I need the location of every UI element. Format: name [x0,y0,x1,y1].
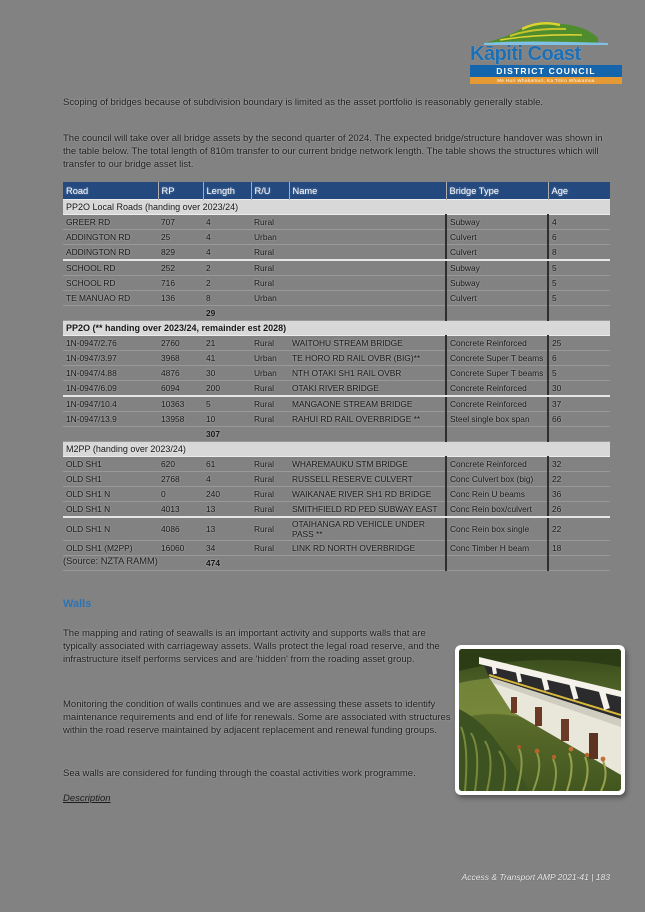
column-header-r-u: R/U [251,182,289,200]
cell-road: TE MANUAO RD [63,291,158,306]
cell-bridge-type: Conc Rein box single [446,517,548,541]
cell-length: 8 [203,291,251,306]
column-header-name: Name [289,182,446,200]
cell-age: 6 [548,351,610,366]
cell-bridge-type: Concrete Super T beams [446,366,548,381]
cell-r-u: Rural [251,412,289,427]
empty-cell [548,306,610,321]
cell-name [289,215,446,230]
cell-name: WHAREMAUKU STM BRIDGE [289,457,446,472]
logo-subtitle: DISTRICT COUNCIL [470,65,622,77]
cell-age: 8 [548,245,610,261]
section-header-row [63,442,610,457]
cell-name [289,276,446,291]
description-subheading: Description [63,793,111,804]
cell-age: 6 [548,230,610,245]
walls-paragraph-3: Sea walls are considered for funding through the coastal activities work programme. [63,767,416,779]
cell-age: 22 [548,517,610,541]
cell-age: 22 [548,472,610,487]
kapiti-island-icon [470,16,622,46]
empty-cell [548,556,610,571]
cell-road: 1N-0947/10.4 [63,396,158,412]
cell-length: 34 [203,541,251,556]
cell-name [289,260,446,276]
cell-r-u: Rural [251,487,289,502]
cell-age: 66 [548,412,610,427]
cell-age: 18 [548,541,610,556]
table-row [63,472,610,487]
empty-cell [446,306,548,321]
cell-length: 10 [203,412,251,427]
cell-length: 30 [203,366,251,381]
table-row [63,502,610,518]
cell-r-u: Rural [251,336,289,351]
cell-rp: 3968 [158,351,203,366]
section-total-length: 29 [203,306,251,321]
section-total-row [63,427,610,442]
table-row [63,541,610,556]
cell-name: SMITHFIELD RD PED SUBWAY EAST [289,502,446,518]
cell-r-u: Urban [251,291,289,306]
cell-length: 240 [203,487,251,502]
cell-bridge-type: Culvert [446,291,548,306]
cell-age: 36 [548,487,610,502]
empty-cell [251,306,289,321]
cell-road: 1N-0947/2.76 [63,336,158,351]
empty-cell [63,306,158,321]
cell-age: 26 [548,502,610,518]
bridge-table-body [63,200,610,571]
table-row [63,412,610,427]
cell-name [289,245,446,261]
cell-age: 37 [548,396,610,412]
table-source-note: (Source: NZTA RAMM) [63,556,158,566]
cell-r-u: Rural [251,215,289,230]
cell-road: 1N-0947/3.97 [63,351,158,366]
cell-length: 21 [203,336,251,351]
cell-road: ADDINGTON RD [63,230,158,245]
cell-bridge-type: Conc Rein U beams [446,487,548,502]
cell-age: 25 [548,336,610,351]
cell-road: OLD SH1 N [63,487,158,502]
cell-bridge-type: Conc Rein box/culvert [446,502,548,518]
table-row [63,245,610,261]
cell-rp: 716 [158,276,203,291]
cell-rp: 13958 [158,412,203,427]
logo-title: Kāpiti Coast [470,43,581,65]
cell-bridge-type: Concrete Reinforced [446,396,548,412]
table-header-row [63,182,610,200]
bridge-handover-table [63,182,610,571]
cell-rp: 16060 [158,541,203,556]
empty-cell [158,556,203,571]
cell-r-u: Rural [251,245,289,261]
cell-bridge-type: Concrete Reinforced [446,457,548,472]
walls-paragraph-2: Monitoring the condition of walls continues and we are assessing these assets to identify maintenance requirements and end of life for renewals. Some are associated with structures within the road reserve maintained by adjacent replacement and renewal funding groups. [63,698,451,736]
cell-rp: 6094 [158,381,203,397]
empty-cell [251,556,289,571]
section-header-row [63,321,610,336]
walls-section-heading: Walls [63,598,92,610]
seawall-photo [455,645,625,795]
table-row [63,487,610,502]
cell-road: 1N-0947/6.09 [63,381,158,397]
section-title: M2PP (handing over 2023/24) [63,442,610,457]
cell-rp: 4086 [158,517,203,541]
cell-bridge-type: Concrete Super T beams [446,351,548,366]
cell-length: 4 [203,245,251,261]
section-total-length: 307 [203,427,251,442]
cell-r-u: Rural [251,260,289,276]
cell-road: OLD SH1 N [63,517,158,541]
cell-length: 13 [203,502,251,518]
empty-cell [289,427,446,442]
section-total-row [63,306,610,321]
cell-bridge-type: Concrete Reinforced [446,381,548,397]
cell-age: 4 [548,215,610,230]
table-row [63,517,610,541]
section-title: PP2O (** handing over 2023/24, remainder est 2028) [63,321,610,336]
column-header-age: Age [548,182,610,200]
section-total-length: 474 [203,556,251,571]
cell-name [289,291,446,306]
table-row [63,457,610,472]
cell-bridge-type: Concrete Reinforced [446,336,548,351]
cell-road: OLD SH1 N [63,502,158,518]
cell-road: SCHOOL RD [63,260,158,276]
cell-name: OTAKI RIVER BRIDGE [289,381,446,397]
cell-length: 200 [203,381,251,397]
page-footer: Access & Transport AMP 2021-41 | 183 [461,872,610,882]
empty-cell [63,427,158,442]
cell-length: 13 [203,517,251,541]
cell-rp: 252 [158,260,203,276]
cell-length: 4 [203,230,251,245]
cell-road: ADDINGTON RD [63,245,158,261]
empty-cell [289,556,446,571]
table-row [63,366,610,381]
cell-name [289,230,446,245]
cell-name: TE HORO RD RAIL OVBR (BIG)** [289,351,446,366]
column-header-rp: RP [158,182,203,200]
cell-length: 5 [203,396,251,412]
intro-paragraph-2: The council will take over all bridge assets by the second quarter of 2024. The expected bridge/structure handover was shown in the table below. The total length of 810m transfer to our current bridge network length. The table shows the structures which will transfer to our bridge asset list. [63,132,603,170]
cell-r-u: Urban [251,366,289,381]
cell-road: OLD SH1 [63,457,158,472]
cell-rp: 4876 [158,366,203,381]
walls-paragraph-1: The mapping and rating of seawalls is an important activity and supports walls that are typically associated with carriageway assets. Walls protect the legal road reserve, and the infrastructure itself performs services and are 'hidden' from the roading asset group. [63,627,440,665]
cell-name: RAHUI RD RAIL OVERBRIDGE ** [289,412,446,427]
cell-rp: 620 [158,457,203,472]
cell-road: 1N-0947/4.88 [63,366,158,381]
cell-road: GREER RD [63,215,158,230]
table-row [63,381,610,397]
cell-r-u: Rural [251,517,289,541]
empty-cell [446,556,548,571]
cell-name: RUSSELL RESERVE CULVERT [289,472,446,487]
cell-bridge-type: Subway [446,260,548,276]
empty-cell [251,427,289,442]
cell-r-u: Urban [251,351,289,366]
cell-r-u: Urban [251,230,289,245]
empty-cell [158,427,203,442]
cell-r-u: Rural [251,396,289,412]
cell-rp: 25 [158,230,203,245]
cell-name: WAITOHU STREAM BRIDGE [289,336,446,351]
cell-age: 5 [548,291,610,306]
cell-bridge-type: Subway [446,276,548,291]
cell-age: 5 [548,276,610,291]
cell-rp: 829 [158,245,203,261]
table-row [63,230,610,245]
cell-name: MANGAONE STREAM BRIDGE [289,396,446,412]
cell-length: 2 [203,276,251,291]
cell-bridge-type: Subway [446,215,548,230]
table-row [63,276,610,291]
cell-r-u: Rural [251,472,289,487]
cell-name: NTH OTAKI SH1 RAIL OVBR [289,366,446,381]
cell-length: 4 [203,472,251,487]
empty-cell [289,306,446,321]
section-title: PP2O Local Roads (handing over 2023/24) [63,200,610,215]
cell-road: OLD SH1 (M2PP) [63,541,158,556]
empty-cell [158,306,203,321]
table-row [63,215,610,230]
cell-age: 5 [548,366,610,381]
cell-rp: 2760 [158,336,203,351]
cell-bridge-type: Culvert [446,230,548,245]
cell-rp: 136 [158,291,203,306]
cell-length: 41 [203,351,251,366]
cell-rp: 4013 [158,502,203,518]
table-row [63,260,610,276]
cell-age: 5 [548,260,610,276]
table-row [63,291,610,306]
cell-length: 61 [203,457,251,472]
council-logo [470,16,622,84]
cell-rp: 10363 [158,396,203,412]
logo-tagline: Me Huri Whakamuri, Ka Titiro Whakamua [470,77,622,84]
cell-r-u: Rural [251,457,289,472]
empty-cell [548,427,610,442]
cell-rp: 707 [158,215,203,230]
table-row [63,396,610,412]
cell-road: OLD SH1 [63,472,158,487]
cell-bridge-type: Culvert [446,245,548,261]
cell-r-u: Rural [251,541,289,556]
column-header-length: Length [203,182,251,200]
seawall-photo-image [459,649,621,791]
cell-r-u: Rural [251,276,289,291]
column-header-road: Road [63,182,158,200]
empty-cell [446,427,548,442]
cell-bridge-type: Conc Timber H beam [446,541,548,556]
section-header-row [63,200,610,215]
table-row [63,336,610,351]
cell-rp: 0 [158,487,203,502]
table-row [63,351,610,366]
cell-bridge-type: Conc Culvert box (big) [446,472,548,487]
cell-age: 32 [548,457,610,472]
cell-age: 30 [548,381,610,397]
cell-name: LINK RD NORTH OVERBRIDGE [289,541,446,556]
column-header-bridge-type: Bridge Type [446,182,548,200]
cell-r-u: Rural [251,381,289,397]
cell-road: SCHOOL RD [63,276,158,291]
cell-bridge-type: Steel single box span [446,412,548,427]
cell-length: 2 [203,260,251,276]
cell-name: OTAIHANGA RD VEHICLE UNDER PASS ** [289,517,446,541]
cell-r-u: Rural [251,502,289,518]
cell-rp: 2768 [158,472,203,487]
intro-paragraph-1: Scoping of bridges because of subdivision boundary is limited as the asset portfolio is reasonably generally stable. [63,96,544,108]
cell-road: 1N-0947/13.9 [63,412,158,427]
cell-name: WAIKANAE RIVER SH1 RD BRIDGE [289,487,446,502]
cell-length: 4 [203,215,251,230]
